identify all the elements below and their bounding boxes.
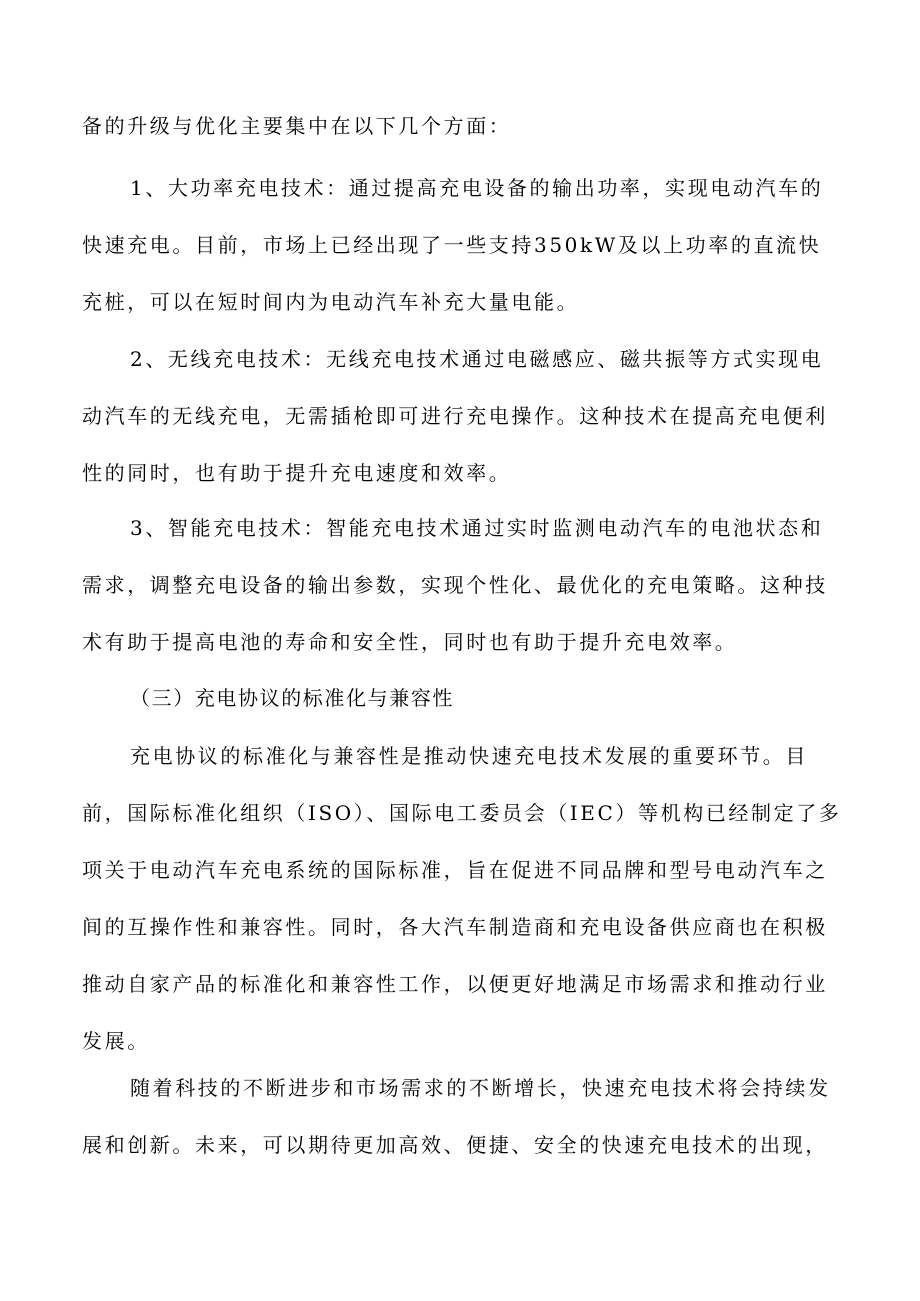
list-item-smart-charging: 3、智能充电技术：智能充电技术通过实时监测电动汽车的电池状态和需求，调整充电设备的输出参数，实现个性化、最优化的充电策略。这种技术有助于提高电池的寿命和安全性，同时也有助于提升充电效率。 <box>82 516 828 654</box>
paragraph-standards: 充电协议的标准化与兼容性是推动快速充电技术发展的重要环节。目前，国际标准化组织（ISO）、国际电工委员会（IEC）等机构已经制定了多项关于电动汽车充电系统的国际标准，旨在促进不同品牌和型号电动汽车之间的互操作性和兼容性。同时，各大汽车制造商和充电设备供应商也在积极推动自家产品的标准化和兼容性工作，以便更好地满足市场需求和推动行业发展。 <box>82 744 842 1053</box>
paragraph-future: 随着科技的不断进步和市场需求的不断增长，快速充电技术将会持续发展和创新。未来，可以期待更加高效、便捷、安全的快速充电技术的出现， <box>82 1076 831 1157</box>
intro-line: 备的升级与优化主要集中在以下几个方面： <box>82 114 512 138</box>
section-heading-protocol-standardization: （三）充电协议的标准化与兼容性 <box>130 686 454 710</box>
list-item-wireless-charging: 2、无线充电技术：无线充电技术通过电磁感应、磁共振等方式实现电动汽车的无线充电，无需插枪即可进行充电操作。这种技术在提高充电便利性的同时，也有助于提升充电速度和效率。 <box>82 347 828 485</box>
list-item-high-power-charging: 1、大功率充电技术：通过提高充电设备的输出功率，实现电动汽车的快速充电。目前，市场上已经出现了一些支持350kW及以上功率的直流快充桩，可以在短时间内为电动汽车补充大量电能。 <box>82 176 824 314</box>
